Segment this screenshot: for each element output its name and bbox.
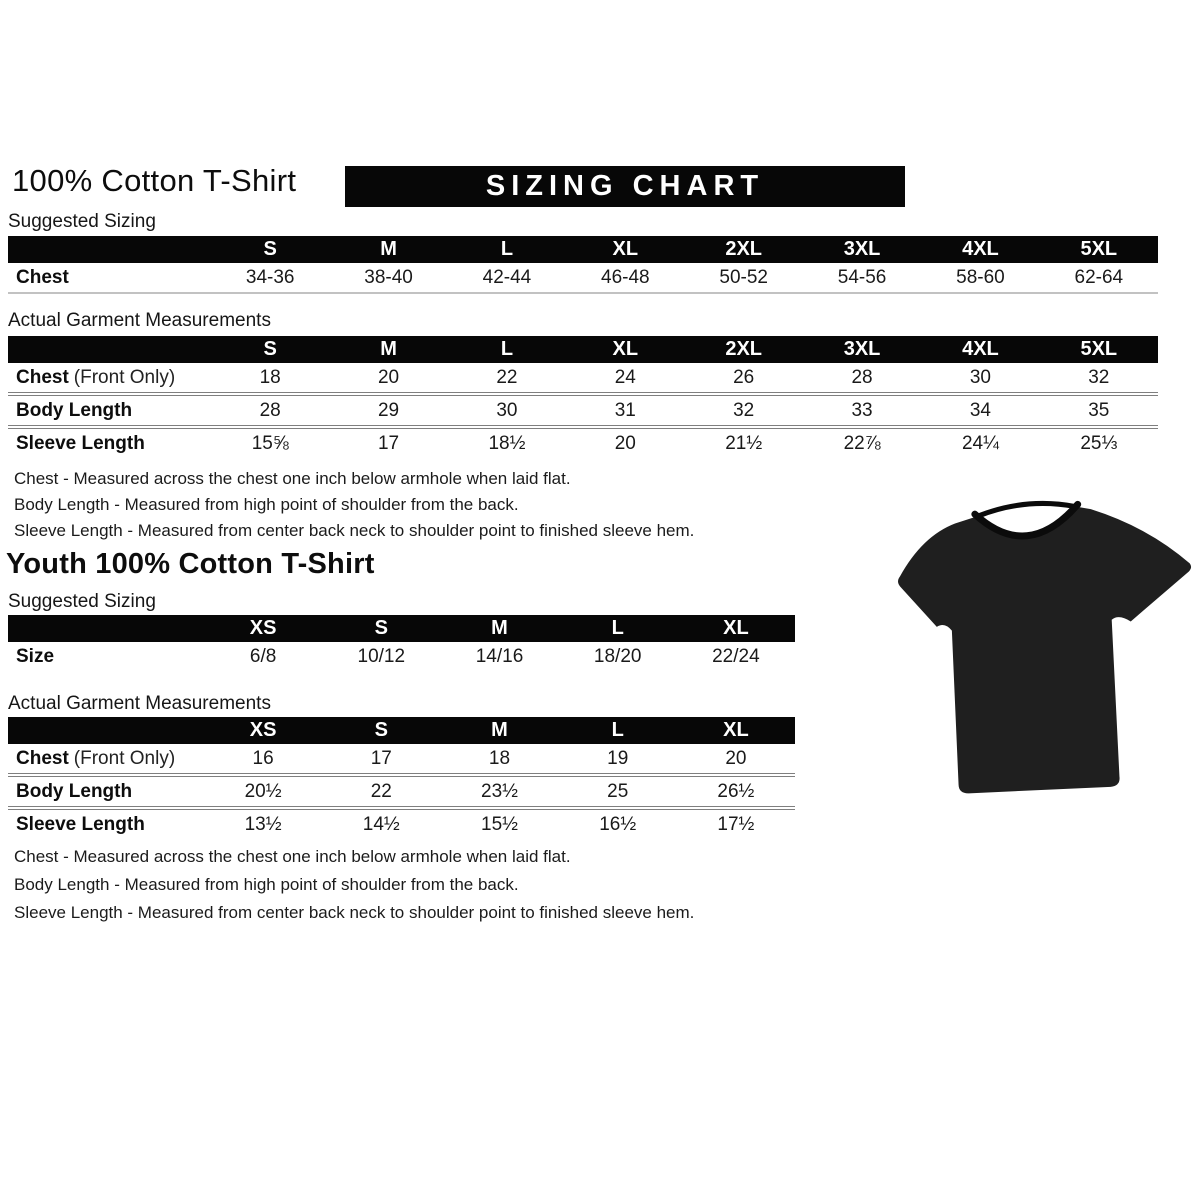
youth-body-length-row (8, 777, 795, 810)
measurement-cell: 20½ (244, 780, 282, 802)
measurement-cell: 29 (377, 399, 400, 421)
size-col-header: M (491, 617, 508, 639)
size-col-header: S (374, 719, 388, 741)
measurement-cell: 20 (377, 366, 400, 388)
size-col-header: 3XL (843, 238, 881, 260)
measurement-cell: 25 (607, 780, 629, 802)
measurement-cell: 22⅞ (843, 432, 881, 454)
size-col-header: 4XL (962, 238, 999, 260)
measurement-cell: 10/12 (357, 645, 406, 667)
youth-actual-measurements-label: Actual Garment Measurements (8, 693, 271, 714)
youth-actual-measurements-table (8, 717, 795, 839)
tshirt-body (897, 504, 1195, 794)
measurement-cell: 19 (607, 747, 629, 769)
measurement-cell: 38-40 (364, 266, 413, 288)
measurement-cell: 22 (370, 780, 392, 802)
adult-actual-header-row (8, 336, 1158, 363)
youth-actual-header-row (8, 717, 795, 744)
measurement-cell: 18½ (488, 432, 526, 454)
measurement-cell: 26 (733, 366, 755, 388)
note-line: Chest - Measured across the chest one inch below armhole when laid flat. (14, 469, 571, 488)
row-label-text: Body Length (16, 399, 133, 421)
measurement-cell: 32 (733, 399, 755, 421)
adult-body-length-row (8, 396, 1158, 429)
note-line: Chest - Measured across the chest one inch below armhole when laid flat. (14, 847, 571, 866)
youth-sleeve-length-row (8, 810, 795, 839)
youth-title: Youth 100% Cotton T-Shirt (6, 548, 375, 580)
adult-suggested-sizing-table (8, 236, 1158, 294)
youth-chest-row (8, 744, 795, 777)
measurement-cell: 22/24 (712, 645, 760, 667)
row-label (8, 433, 211, 455)
measurement-cell: 33 (851, 399, 873, 421)
adult-suggested-header-row (8, 236, 1158, 263)
measurement-cell: 16½ (599, 813, 637, 835)
size-col-header: 4XL (962, 338, 999, 360)
measurement-cell: 24¼ (961, 432, 999, 454)
row-label-text: Sleeve Length (16, 813, 145, 835)
youth-suggested-header-row (8, 615, 795, 642)
row-label (8, 367, 211, 389)
size-col-header: 2XL (725, 338, 763, 360)
size-col-header: 5XL (1080, 238, 1118, 260)
row-label: Chest (16, 266, 69, 288)
row-label (8, 748, 204, 770)
measurement-cell: 58-60 (956, 266, 1005, 288)
row-label-text: Chest (16, 747, 69, 769)
measurement-cell: 17 (377, 432, 400, 454)
adult-actual-measurements-label: Actual Garment Measurements (8, 310, 271, 331)
measurement-cell: 14½ (362, 813, 400, 835)
youth-measurement-notes (14, 843, 694, 927)
adult-suggested-sizing-label: Suggested Sizing (8, 211, 156, 232)
measurement-cell: 54-56 (837, 266, 887, 288)
measurement-cell: 6/8 (249, 645, 277, 667)
size-col-header: 3XL (843, 338, 881, 360)
note-line: Sleeve Length - Measured from center back neck to shoulder point to finished sleeve hem. (14, 521, 695, 540)
measurement-cell: 13½ (244, 813, 282, 835)
size-col-header: XS (249, 617, 277, 639)
youth-size-row (8, 642, 795, 671)
row-label (8, 400, 211, 422)
row-label-text: Body Length (16, 780, 133, 802)
measurement-cell: 46-48 (601, 266, 650, 288)
measurement-cell: 26½ (717, 780, 755, 802)
measurement-cell: 30 (969, 366, 991, 388)
measurement-cell: 20 (725, 747, 747, 769)
measurement-cell: 15⅝ (251, 432, 289, 454)
note-line: Sleeve Length - Measured from center back neck to shoulder point to finished sleeve hem. (14, 903, 695, 922)
adult-actual-measurements-table (8, 336, 1158, 458)
tshirt-image (888, 472, 1198, 802)
size-col-header: M (380, 238, 397, 260)
measurement-cell: 25⅓ (1080, 432, 1118, 454)
row-label-suffix: (Front Only) (73, 747, 176, 769)
measurement-cell: 34 (969, 399, 991, 421)
measurement-cell: 17 (370, 747, 392, 769)
size-col-header: 2XL (725, 238, 763, 260)
measurement-cell: 42-44 (482, 266, 532, 288)
adult-sleeve-length-row (8, 429, 1158, 458)
size-col-header: L (500, 338, 514, 360)
measurement-cell: 18 (259, 366, 281, 388)
size-col-header: S (263, 338, 277, 360)
adult-measurement-notes (14, 466, 694, 544)
size-col-header: S (374, 617, 388, 639)
size-col-header: M (380, 338, 397, 360)
adult-chest-row (8, 363, 1158, 396)
size-col-header: M (491, 719, 508, 741)
row-label-text: Sleeve Length (16, 432, 145, 454)
row-label (8, 781, 204, 803)
adult-title: 100% Cotton T-Shirt (12, 163, 297, 198)
size-col-header: XL (723, 719, 749, 741)
row-label-text: Chest (16, 366, 69, 388)
measurement-cell: 21½ (725, 432, 763, 454)
size-col-header: L (611, 719, 624, 741)
row-label (8, 814, 204, 836)
measurement-cell: 18 (488, 747, 511, 769)
size-col-header: 5XL (1080, 338, 1118, 360)
measurement-cell: 15½ (481, 813, 518, 835)
measurement-cell: 31 (614, 399, 636, 421)
youth-suggested-sizing-table (8, 615, 795, 671)
measurement-cell: 62-64 (1074, 266, 1124, 288)
measurement-cell: 17½ (717, 813, 755, 835)
row-label: Size (16, 645, 55, 667)
tshirt-collar-front (975, 504, 1079, 536)
measurement-cell: 22 (496, 366, 518, 388)
sizing-chart-banner: SIZING CHART (345, 166, 905, 207)
measurement-cell: 18/20 (593, 645, 642, 667)
measurement-cell: 14/16 (475, 645, 524, 667)
youth-suggested-sizing-label: Suggested Sizing (8, 591, 156, 612)
note-line: Body Length - Measured from high point of shoulder from the back. (14, 495, 519, 514)
tshirt-svg (888, 472, 1198, 802)
size-col-header: L (611, 617, 624, 639)
measurement-cell: 30 (496, 399, 518, 421)
size-col-header: XL (723, 617, 749, 639)
size-col-header: L (500, 238, 514, 260)
adult-chest-range-row (8, 263, 1158, 294)
measurement-cell: 50-52 (719, 266, 768, 288)
size-col-header: S (263, 238, 277, 260)
measurement-cell: 23½ (481, 780, 518, 802)
measurement-cell: 28 (259, 399, 281, 421)
size-col-header: XS (249, 719, 277, 741)
measurement-cell: 34-36 (245, 266, 295, 288)
measurement-cell: 24 (614, 366, 636, 388)
note-line: Body Length - Measured from high point of shoulder from the back. (14, 875, 519, 894)
size-col-header: XL (612, 338, 639, 360)
row-label-suffix: (Front Only) (73, 366, 176, 388)
measurement-cell: 28 (851, 366, 873, 388)
measurement-cell: 16 (252, 747, 274, 769)
measurement-cell: 20 (614, 432, 636, 454)
size-col-header: XL (612, 238, 639, 260)
measurement-cell: 32 (1088, 366, 1110, 388)
measurement-cell: 35 (1088, 399, 1110, 421)
tshirt-collar-back (978, 503, 1075, 516)
